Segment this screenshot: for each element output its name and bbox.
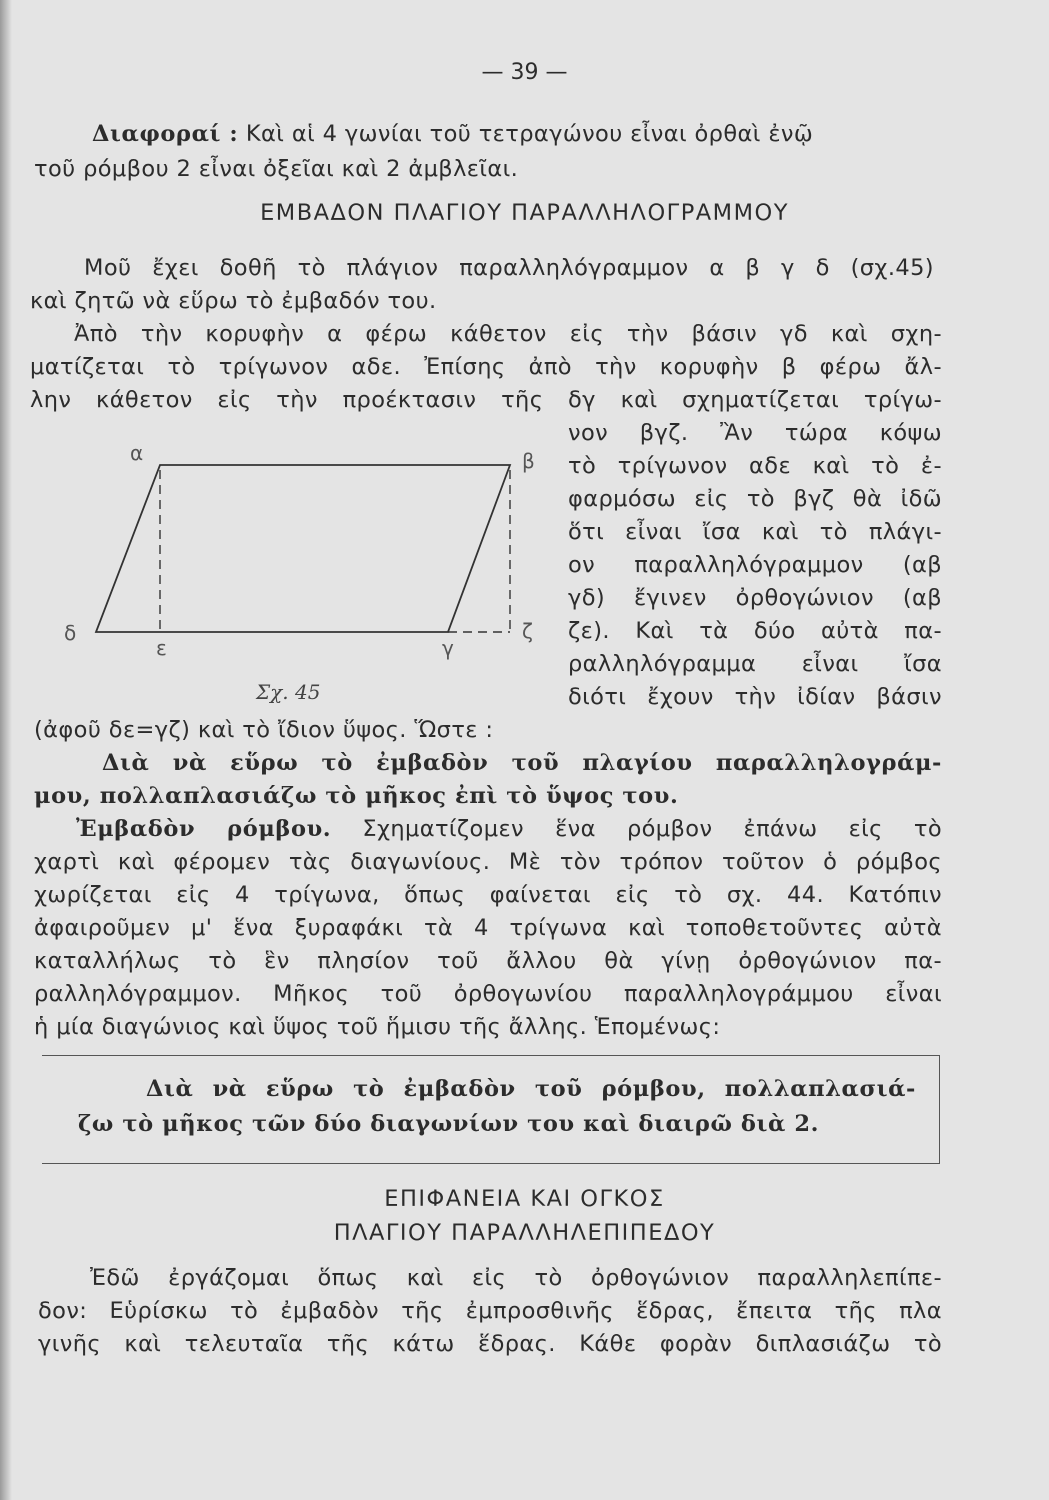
text-line: καὶ ζητῶ νὰ εὕρω τὸ ἐμβαδόν του. [30,288,437,314]
rule-rhombus-line-1: Διὰ νὰ εὕρω τὸ ἐμβαδὸν τοῦ ρόμβου, πολλαπλασιά- [146,1076,916,1102]
side-text-line: τὸ τρίγωνον αδε καὶ τὸ ἐ- [568,453,942,479]
parallelogram-abgd [96,465,510,632]
rule-parallelogram-line-2: μου, πολλαπλασιάζω τὸ μῆκος ἐπὶ τὸ ὕψος του. [34,783,679,809]
rule-parallelogram-line-1: Διὰ νὰ εὕρω τὸ ἐμβαδὸν τοῦ πλαγίου παραλληλογράμ- [102,750,942,776]
side-text-line: φαρμόσω εἰς τὸ βγζ θὰ ἰδῶ [568,486,942,512]
rhombus-line-1 [76,813,942,845]
label-alpha: α [130,441,144,465]
heading-area-oblique-parallelogram: ΕΜΒΑΔΟΝ ΠΛΑΓΙΟΥ ΠΑΡΑΛΛΗΛΟΓΡΑΜΜΟΥ [260,200,789,226]
figure-45-parallelogram [60,440,560,710]
heading-surface-volume: ΕΠΙΦΑΝΕΙΑ ΚΑΙ ΟΓΚΟΣ [384,1186,665,1212]
text-line: ἀφαιροῦμεν μ' ἕνα ξυραφάκι τὰ 4 τρίγωνα καὶ τοποθετοῦντες αὐτὰ [34,915,942,941]
text-line: χαρτὶ καὶ φέρομεν τὰς διαγωνίους. Μὲ τὸν τρόπον τοῦτον ὁ ρόμβος [34,849,942,875]
side-text-line: ον παραλληλόγραμμον (αβ [568,552,942,578]
text-line: γινῆς καὶ τελευταῖα τῆς κάτω ἕδρας. Κάθε φορὰν διπλασιάζω τὸ [38,1331,942,1357]
text-line: Μοῦ ἔχει δοθῆ τὸ πλάγιον παραλληλόγραμμον α β γ δ (σχ.45) [84,255,934,281]
text-line: Ἐδῶ ἐργάζομαι ὅπως καὶ εἰς τὸ ὀρθογώνιον παραλληλεπίπε- [90,1265,942,1291]
differences-label: Διαφοραί : [92,121,239,147]
rhombus-text-1: Σχηματίζομεν ἕνα ρόμβον ἐπάνω εἰς τὸ [362,816,942,842]
label-epsilon: ε [156,636,167,660]
label-beta: β [522,449,535,473]
side-text-line: νον βγζ. Ἂν τώρα κόψω [568,420,942,446]
side-text-line: ζε). Καὶ τὰ δύο αὐτὰ πα- [568,618,942,644]
text-line: ματίζεται τὸ τρίγωνον αδε. Ἐπίσης ἀπὸ τὴν κορυφὴν β φέρω ἄλ- [30,354,942,380]
heading-oblique-parallelepiped: ΠΛΑΓΙΟΥ ΠΑΡΑΛΛΗΛΕΠΙΠΕΔΟΥ [333,1220,716,1246]
rhombus-area-label: Ἐμβαδὸν ρόμβου. [76,816,332,842]
differences-line-1 [92,118,942,150]
parallelogram-diagram [60,440,560,710]
differences-text-1: Καὶ αἱ 4 γωνίαι τοῦ τετραγώνου εἶναι ὀρθαὶ ἐνῷ [245,121,814,147]
text-line: Ἀπὸ τὴν κορυφὴν α φέρω κάθετον εἰς τὴν βάσιν γδ καὶ σχη- [74,321,942,347]
text-line: λην κάθετον εἰς τὴν προέκτασιν τῆς δγ καὶ σχηματίζεται τρίγω- [30,387,942,413]
side-text-line: γδ) ἔγινεν ὀρθογώνιον (αβ [568,585,942,611]
side-text-line: ραλληλόγραμμα εἶναι ἴσα [568,651,942,677]
differences-line-2: τοῦ ρόμβου 2 εἶναι ὀξεῖαι καὶ 2 ἀμβλεῖαι. [34,156,519,182]
label-gamma: γ [442,636,454,660]
label-delta: δ [64,621,77,645]
side-text-line: ὅτι εἶναι ἴσα καὶ τὸ πλάγι- [568,519,942,545]
label-zeta: ζ [522,619,533,643]
side-text-line: διότι ἔχουν τὴν ἰδίαν βάσιν [568,684,942,710]
text-line: ἡ μία διαγώνιος καὶ ὕψος τοῦ ἥμισυ τῆς ἄλλης. Ἑπομένως: [34,1014,721,1040]
text-line: δον: Εὑρίσκω τὸ ἐμβαδὸν τῆς ἐμπροσθινῆς ἕδρας, ἔπειτα τῆς πλα [38,1298,942,1324]
text-line: χωρίζεται εἰς 4 τρίγωνα, ὅπως φαίνεται εἰς τὸ σχ. 44. Κατόπιν [34,882,942,908]
text-line: καταλλήλως τὸ ἓν πλησίον τοῦ ἄλλου θὰ γίνῃ ὀρθογώνιον πα- [34,948,942,974]
text-line: (ἀφοῦ δε=γζ) καὶ τὸ ἴδιον ὕψος. Ὥστε : [34,717,494,743]
rule-rhombus-line-2: ζω τὸ μῆκος τῶν δύο διαγωνίων του καὶ διαιρῶ διὰ 2. [78,1111,820,1137]
text-line: ραλληλόγραμμον. Μῆκος τοῦ ὀρθογωνίου παραλληλογράμμου εἶναι [34,981,942,1007]
page-number: — 39 — [481,60,568,85]
figure-caption: Σχ. 45 [256,680,321,704]
